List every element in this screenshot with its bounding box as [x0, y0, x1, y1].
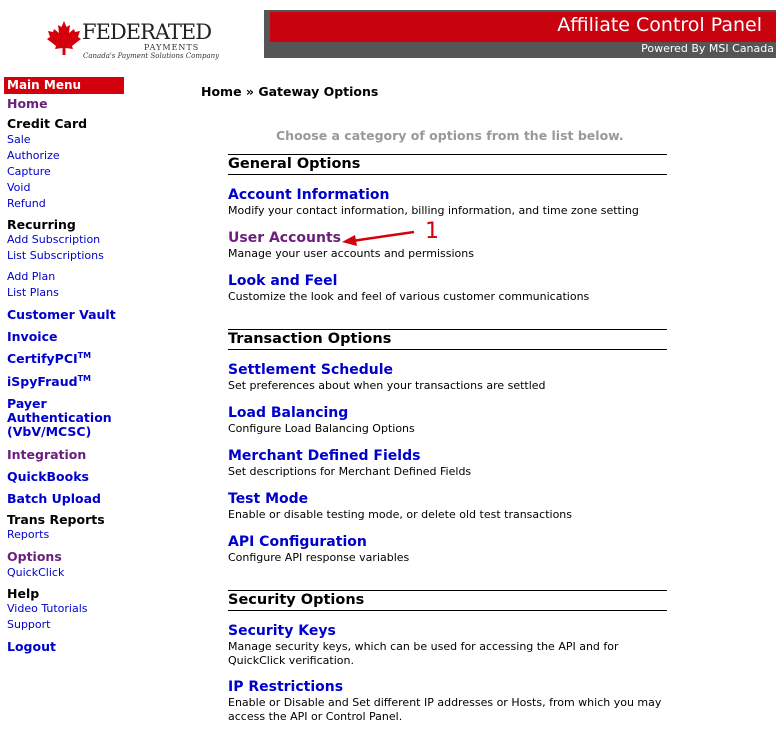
- annotation-number: 1: [425, 219, 439, 244]
- section-heading-general: General Options: [228, 154, 667, 175]
- sidebar-item-void[interactable]: Void: [7, 181, 31, 194]
- sidebar-item-ispyfraud[interactable]: [7, 374, 91, 389]
- section-heading-security: Security Options: [228, 590, 667, 611]
- option-desc-user-accounts: Manage your user accounts and permissions: [228, 247, 474, 260]
- option-link-load-balancing[interactable]: Load Balancing: [228, 405, 349, 421]
- option-desc-look-and-feel: Customize the look and feel of various customer communications: [228, 290, 590, 303]
- option-desc-load-balancing: Configure Load Balancing Options: [228, 422, 415, 435]
- sidebar-heading-trans-reports: Trans Reports: [7, 512, 105, 527]
- annotation-arrow-icon: [340, 214, 450, 250]
- maple-leaf-icon: [46, 20, 82, 56]
- option-desc-security-keys: Manage security keys, which can be used for accessing the API and for QuickClick verification.: [228, 640, 619, 667]
- sidebar-item-add-plan[interactable]: Add Plan: [7, 270, 56, 283]
- ispyfraud-label: iSpyFraud: [7, 374, 78, 390]
- sidebar-item-list-plans[interactable]: List Plans: [7, 286, 59, 299]
- page-title: Affiliate Control Panel: [557, 14, 762, 36]
- sidebar-item-home[interactable]: Home: [7, 96, 48, 111]
- sidebar-item-batch-upload[interactable]: Batch Upload: [7, 491, 101, 506]
- sidebar-item-add-subscription[interactable]: Add Subscription: [7, 233, 101, 246]
- sidebar-item-authorize[interactable]: Authorize: [7, 149, 60, 162]
- payer-auth-line-2: Authentication: [7, 410, 112, 425]
- payer-auth-line-3: (VbV/MCSC): [7, 424, 92, 439]
- federated-logo: [46, 18, 220, 62]
- logo-tagline: Canada's Payment Solutions Company: [83, 52, 220, 60]
- option-link-look-and-feel[interactable]: Look and Feel: [228, 273, 338, 289]
- intro-text: Choose a category of options from the list below.: [276, 128, 624, 143]
- payer-auth-line-1: Payer: [7, 396, 47, 411]
- sidebar-item-integration[interactable]: Integration: [7, 447, 87, 462]
- powered-by: Powered By MSI Canada: [641, 42, 774, 55]
- option-link-ip-restrictions[interactable]: IP Restrictions: [228, 679, 344, 695]
- sidebar-item-list-subscriptions[interactable]: List Subscriptions: [7, 249, 104, 262]
- sidebar-item-payer-authentication[interactable]: [7, 397, 112, 439]
- logo-wordmark: FEDERATED: [82, 20, 212, 44]
- main-menu-heading: Main Menu: [4, 77, 124, 94]
- option-link-account-information[interactable]: Account Information: [228, 187, 390, 203]
- sidebar-item-video-tutorials[interactable]: Video Tutorials: [7, 602, 88, 615]
- trademark-label: TM: [77, 374, 91, 383]
- section-heading-transaction: Transaction Options: [228, 329, 667, 350]
- sidebar-item-sale[interactable]: Sale: [7, 133, 31, 146]
- sidebar-item-quickclick[interactable]: QuickClick: [7, 566, 65, 579]
- trademark-label: TM: [77, 351, 92, 360]
- option-link-security-keys[interactable]: Security Keys: [228, 623, 336, 639]
- option-link-user-accounts[interactable]: User Accounts: [228, 230, 341, 246]
- sidebar-item-refund[interactable]: Refund: [7, 197, 46, 210]
- sidebar-item-customer-vault[interactable]: Customer Vault: [7, 307, 116, 322]
- breadcrumb: [201, 84, 378, 99]
- option-link-merchant-defined-fields[interactable]: Merchant Defined Fields: [228, 448, 421, 464]
- option-desc-merchant-defined-fields: Set descriptions for Merchant Defined Fields: [228, 465, 472, 478]
- option-desc-ip-restrictions: Enable or Disable and Set different IP addresses or Hosts, from which you may access the API or Control Panel.: [228, 696, 662, 723]
- sidebar-item-support[interactable]: Support: [7, 618, 51, 631]
- sidebar-item-options[interactable]: Options: [7, 549, 62, 564]
- sidebar-item-invoice[interactable]: Invoice: [7, 329, 58, 344]
- sidebar-item-logout[interactable]: Logout: [7, 639, 56, 654]
- option-link-api-configuration[interactable]: API Configuration: [228, 534, 367, 550]
- breadcrumb-current: Gateway Options: [258, 84, 379, 99]
- option-link-settlement-schedule[interactable]: Settlement Schedule: [228, 362, 393, 378]
- option-link-test-mode[interactable]: Test Mode: [228, 491, 309, 507]
- option-desc-settlement-schedule: Set preferences about when your transactions are settled: [228, 379, 546, 392]
- sidebar-heading-recurring: Recurring: [7, 217, 76, 232]
- sidebar-heading-help: Help: [7, 586, 40, 601]
- breadcrumb-separator: »: [241, 84, 259, 99]
- logo-subtitle: PAYMENTS: [144, 43, 200, 52]
- certifypci-label: CertifyPCI: [7, 351, 78, 367]
- sidebar-heading-credit-card: Credit Card: [7, 116, 88, 131]
- breadcrumb-home-link[interactable]: Home: [201, 84, 242, 99]
- option-desc-account-information: Modify your contact information, billing information, and time zone setting: [228, 204, 639, 217]
- sidebar-item-capture[interactable]: Capture: [7, 165, 51, 178]
- header-banner: [264, 10, 776, 58]
- sidebar-item-quickbooks[interactable]: QuickBooks: [7, 469, 89, 484]
- option-desc-api-configuration: Configure API response variables: [228, 551, 410, 564]
- sidebar-item-certifypci[interactable]: [7, 351, 91, 366]
- sidebar-item-reports[interactable]: Reports: [7, 528, 50, 541]
- main-menu: [4, 77, 124, 94]
- option-desc-test-mode: Enable or disable testing mode, or delete old test transactions: [228, 508, 573, 521]
